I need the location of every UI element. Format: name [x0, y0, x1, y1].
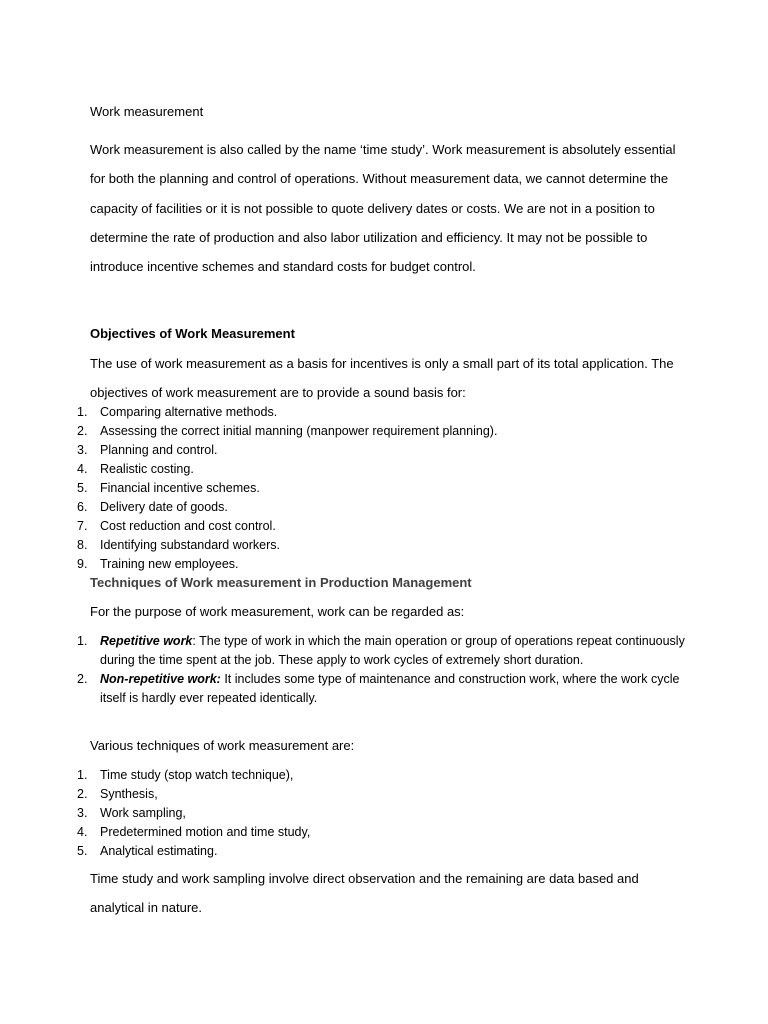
list-text: Delivery date of goods.	[100, 500, 228, 514]
list-text: Assessing the correct initial manning (manpower requirement planning).	[100, 424, 498, 438]
various-techniques-intro: Various techniques of work measurement are:	[90, 738, 355, 753]
list-item	[77, 479, 687, 498]
list-item	[77, 804, 687, 823]
objectives-intro: The use of work measurement as a basis for incentives is only a small part of its total application. The objectives of work measurement are to provide a sound basis for:	[90, 356, 674, 400]
techniques-intro: For the purpose of work measurement, work can be regarded as:	[90, 604, 465, 619]
work-type-term: Non-repetitive work:	[100, 672, 221, 686]
work-types-list	[77, 632, 687, 708]
list-item	[77, 517, 687, 536]
list-item	[77, 766, 687, 785]
list-number: 1.	[77, 768, 88, 782]
intro-paragraph: Work measurement is also called by the name ‘time study’. Work measurement is absolutely essential for both the planning and control of operations. Without measurement data, we cannot determine the capacity of facilities or it is not possible to quote delivery dates or costs. We are not in a position to determine the rate of production and also labor utilization and efficiency. It may not be possible to introduce incentive schemes and standard costs for budget control.	[90, 142, 676, 275]
work-type-description: It includes some type of maintenance and construction work, where the work cycle itself is hardly ever repeated identically.	[100, 672, 680, 705]
list-number: 2.	[77, 787, 88, 801]
techniques-heading: Techniques of Work measurement in Production Management	[90, 575, 472, 590]
list-item	[77, 670, 687, 708]
list-number: 4.	[77, 825, 88, 839]
document-title: Work measurement	[90, 104, 204, 119]
list-item	[77, 842, 687, 861]
list-item	[77, 632, 687, 670]
list-item	[77, 441, 687, 460]
objectives-list	[77, 403, 687, 574]
list-text: Synthesis,	[100, 787, 158, 801]
list-number: 6.	[77, 500, 88, 514]
list-text: Financial incentive schemes.	[100, 481, 260, 495]
list-number: 8.	[77, 538, 88, 552]
list-number: 2.	[77, 424, 88, 438]
work-type-separator: :	[192, 634, 196, 648]
list-item	[77, 823, 687, 842]
list-item	[77, 498, 687, 517]
closing-paragraph: Time study and work sampling involve direct observation and the remaining are data based and analytical in nature.	[90, 871, 639, 916]
list-number: 4.	[77, 462, 88, 476]
techniques-list	[77, 766, 687, 861]
list-number: 3.	[77, 443, 88, 457]
list-item	[77, 460, 687, 479]
list-number: 9.	[77, 557, 88, 571]
list-number: 2.	[77, 672, 88, 686]
list-text: Comparing alternative methods.	[100, 405, 278, 419]
list-text: Predetermined motion and time study,	[100, 825, 311, 839]
list-number: 5.	[77, 481, 88, 495]
list-text: Planning and control.	[100, 443, 218, 457]
list-item	[77, 403, 687, 422]
list-text: Identifying substandard workers.	[100, 538, 280, 552]
objectives-heading: Objectives of Work Measurement	[90, 326, 295, 341]
list-number: 1.	[77, 405, 88, 419]
list-number: 5.	[77, 844, 88, 858]
work-type-term: Repetitive work	[100, 634, 193, 648]
list-text: Training new employees.	[100, 557, 239, 571]
list-number: 1.	[77, 634, 88, 648]
list-text: Analytical estimating.	[100, 844, 218, 858]
list-text: Cost reduction and cost control.	[100, 519, 276, 533]
list-number: 3.	[77, 806, 88, 820]
list-item	[77, 555, 687, 574]
list-text: Realistic costing.	[100, 462, 194, 476]
list-text: Time study (stop watch technique),	[100, 768, 294, 782]
list-item	[77, 422, 687, 441]
list-number: 7.	[77, 519, 88, 533]
list-item	[77, 536, 687, 555]
list-text: Work sampling,	[100, 806, 186, 820]
work-type-description: The type of work in which the main operation or group of operations repeat continuously during the time spent at the job. These apply to work cycles of extremely short duration.	[100, 634, 685, 667]
list-item	[77, 785, 687, 804]
